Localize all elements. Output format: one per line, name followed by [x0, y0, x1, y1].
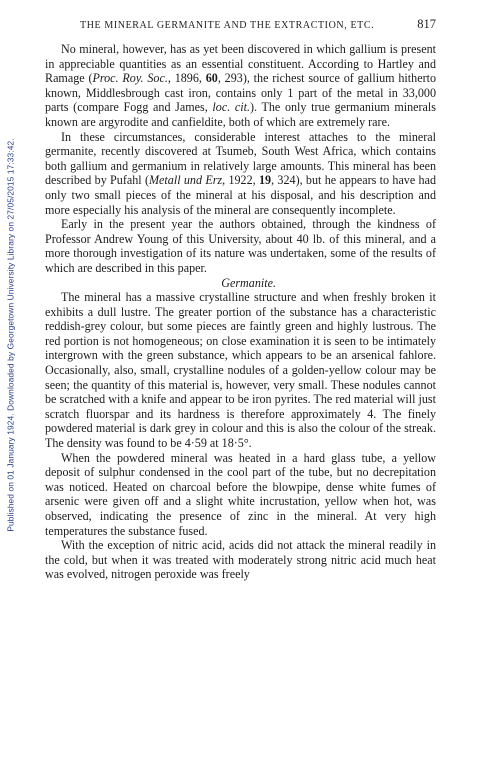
text-run: , 324), but he appears to have had only two small pieces of the mineral at his disposal, and his description and more especially his analysis of the mineral are consequently incomplete.	[45, 173, 437, 217]
paragraph-description: The mineral has a massive crystalline structure and when freshly broken it exhibits a dull lustre. The greater portion of the substance has a characteristic reddish-grey colour, but some pieces are faintly green and highly lustrous. The red portion is not homogeneous; on close examination it is seen to be intimately intergrown with the green substance, which appears to be an arsenical fahlore. Occasionally, also, small, crystalline nodules of a golden-yellow colour may be seen; the quantity of this material is, however, very small. These nodules cannot be scratched with a knife and appear to be iron pyrites. The red material will just scratch fluorspar and its hardness is therefore approximately 4. The finely powdered material is dark grey in colour and this is also the colour of the streak. The density was found to be 4·59 at 18·5°.	[45, 290, 436, 451]
article-body	[45, 42, 436, 582]
citation-volume: 60	[205, 71, 218, 86]
page-number: 817	[417, 17, 436, 31]
running-header	[56, 17, 436, 33]
section-heading: Germanite.	[221, 275, 276, 290]
download-stamp-text: Published on 01 January 1924. Downloaded by Georgetown University Library on 27/05/2015 17:33:42.	[6, 138, 16, 532]
citation-journal: Metall und Erz	[148, 173, 223, 188]
text-run: In these circumstances, considerable interest attaches to the mineral germanite, recently discovered at Tsumeb, South West Africa, which contains both gallium and germanium in relatively large amounts. This mineral has been described by Pufahl (	[45, 129, 436, 188]
paragraph-germanite-intro	[45, 130, 436, 218]
text-run: , 1922,	[222, 173, 259, 188]
download-stamp	[4, 40, 18, 630]
paragraph-sample-source: Early in the present year the authors obtained, through the kindness of Professor Andrew Young of this University, about 40 lb. of this mineral, and a more thorough investigation of its nature was undertaken, some of the results of which are described in this paper.	[45, 217, 436, 275]
citation-journal: Proc. Roy. Soc.	[92, 71, 168, 86]
text-run: No mineral, however, has as yet been discovered in which gallium is present in appreciable quantities as an essential constituent. According to Hartley and Ramage (	[45, 42, 436, 86]
paragraph-acids: With the exception of nitric acid, acids did not attack the mineral readily in the cold, but when it was treated with moderately strong nitric acid much heat was evolved, nitrogen peroxide was freely	[45, 538, 436, 582]
running-title: THE MINERAL GERMANITE AND THE EXTRACTION, ETC.	[80, 20, 375, 31]
citation-loc: loc. cit.	[212, 100, 250, 115]
text-run: , 293), the richest source of gallium hitherto known, Middlesbrough cast iron, contains only 1 part of the metal in 33,000 parts (compare Fogg and James,	[45, 71, 436, 115]
citation-volume: 19	[259, 173, 272, 188]
text-run: , 1896,	[167, 71, 206, 86]
paragraph-heating: When the powdered mineral was heated in a hard glass tube, a yellow deposit of sulphur condensed in the cool part of the tube, but no decrepitation was noticed. Heated on charcoal before the blowpipe, dense white fumes of arsenic were given off and a slight white incrustation, yellow when hot, was observed, indicating the presence of zinc in the mineral. At very high temperatures the substance fused.	[45, 450, 436, 538]
paragraph-gallium-minerals	[45, 42, 436, 130]
text-run: ). The only true germanium minerals known are argyrodite and canfieldite, both of which are extremely rare.	[45, 100, 436, 129]
